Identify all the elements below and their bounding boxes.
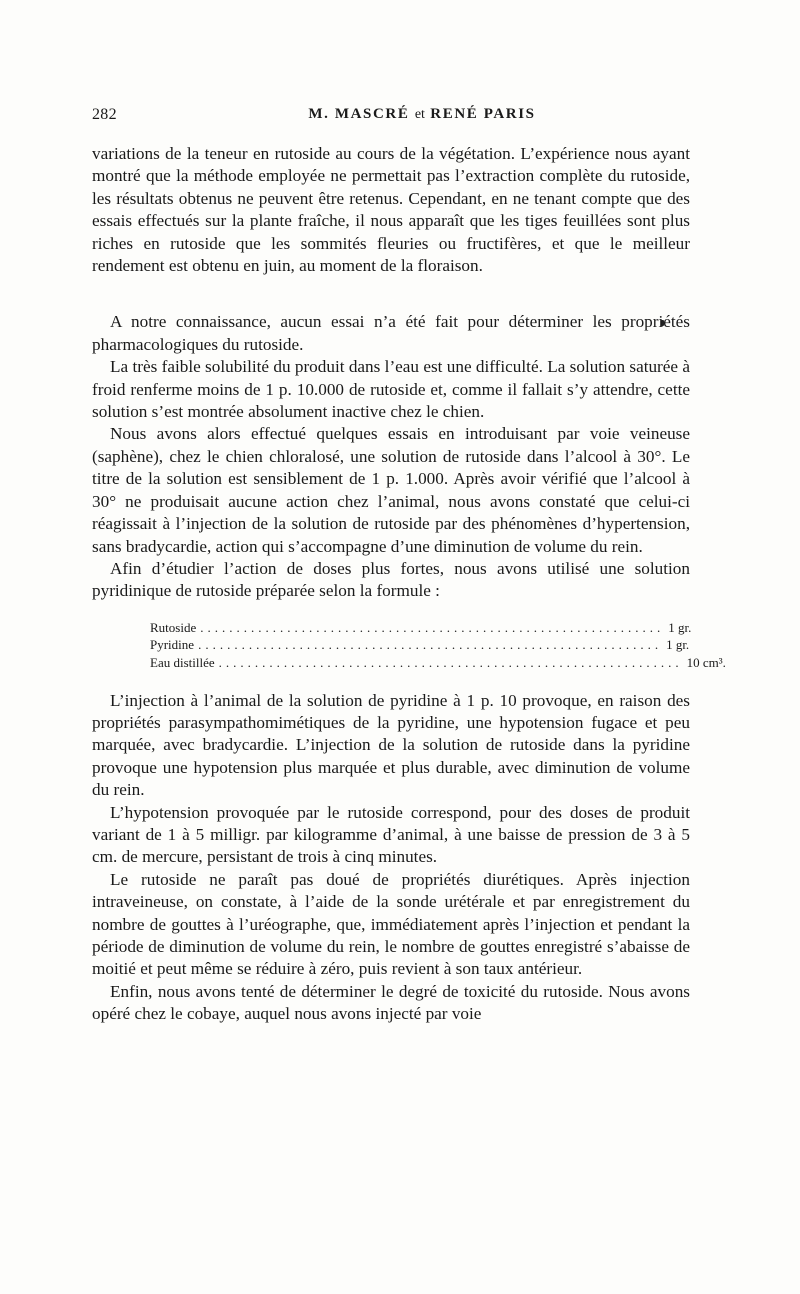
body-text xyxy=(92,143,726,1026)
paragraph: Le rutoside ne paraît pas doué de propriétés diurétiques. Après injection intraveineuse, on constate, à l’aide de la sonde urétérale et par enregistrement du nombre de gouttes à l’uréographe, que, immédiatement après l’injection et pendant la période de diminution de volume du rein, le nombre de gouttes enregistré s’abaisse de moitié et peut même se réduire à zéro, puis revient à son taux antérieur. xyxy=(92,869,690,979)
page-header xyxy=(92,106,692,130)
running-head-author1: M. MASCRÉ xyxy=(308,106,410,122)
formula-quantity: 10 cm³. xyxy=(686,654,726,670)
running-head-conjunction: et xyxy=(414,107,425,122)
dot-leader: ................................................................ xyxy=(200,619,665,635)
paragraph: Enfin, nous avons tenté de déterminer le degré de toxicité du rutoside. Nous avons opéré chez le cobaye, auquel nous avons injecté par voie xyxy=(92,981,690,1024)
formula-ingredient: Pyridine xyxy=(150,637,195,653)
paragraph: A notre connaissance, aucun essai n’a été fait pour déterminer les propriétés pharmacologiques du rutoside. xyxy=(92,312,690,354)
formula-quantity: 1 gr. xyxy=(666,637,690,653)
formula-table xyxy=(92,619,726,672)
paragraph: Nous avons alors effectué quelques essais en introduisant par voie veineuse (saphène), chez le chien chloralosé, une solution de rutoside dans l’alcool à 30°. Le titre de la solution est sensiblement de 1 p. 1.000. Après avoir vérifié que l’alcool à 30° ne produisait aucune action chez l’animal, nous avons constaté que celui-ci réagissait à l’injection de la solution de rutoside par des phénomènes d’hypertension, sans bradycardie, action qui s’accompagne d’une diminution de volume du rein. xyxy=(92,424,690,556)
running-head-author2: RENÉ PARIS xyxy=(430,106,536,122)
running-head xyxy=(92,106,692,123)
formula-quantity: 1 gr. xyxy=(668,619,692,635)
dot-leader: ................................................................ xyxy=(218,654,683,670)
paragraph: Afin d’étudier l’action de doses plus fortes, nous avons utilisé une solution pyridinique de rutoside préparée selon la formule : xyxy=(92,558,690,601)
formula-ingredient: Rutoside xyxy=(150,619,197,635)
formula-ingredient: Eau distillée xyxy=(150,654,215,670)
page-number: 282 xyxy=(92,106,117,123)
paragraph: L’injection à l’animal de la solution de pyridine à 1 p. 10 provoque, en raison des propriétés parasympathomimétiques de la pyridine, une hypotension fugace et peu marquée, avec bradycardie. L’injection de la solution de rutoside dans la pyridine provoque une hypotension plus marquée et plus durable, avec diminution de volume du rein. xyxy=(92,690,690,800)
paragraph: variations de la teneur en rutoside au cours de la végétation. L’expérience nous ayant montré que la méthode employée ne permettait pas l’extraction complète du rutoside, les résultats obtenus ne peuvent être retenus. Cependant, en ne tenant compte que des essais effectués sur la plante fraîche, il nous apparaît que les tiges feuillées sont plus riches en rutoside que les sommités fleuries ou fructifères, et que le meilleur rendement est obtenu en juin, au moment de la floraison. xyxy=(92,144,690,276)
formula-row xyxy=(150,636,690,654)
dot-leader: ................................................................ xyxy=(198,637,663,653)
formula-row xyxy=(150,654,726,672)
formula-row xyxy=(150,619,692,637)
paragraph: La très faible solubilité du produit dans l’eau est une difficulté. La solution saturée à froid renferme moins de 1 p. 10.000 de rutoside et, comme il fallait s’y attendre, cette solution s’est montrée absolument inactive chez le chien. xyxy=(92,357,690,422)
paragraph: L’hypotension provoquée par le rutoside correspond, pour des doses de produit variant de 1 à 5 milligr. par kilogramme d’animal, à une baisse de pression de 3 à 5 cm. de mercure, persistant de trois à cinq minutes. xyxy=(92,802,690,867)
